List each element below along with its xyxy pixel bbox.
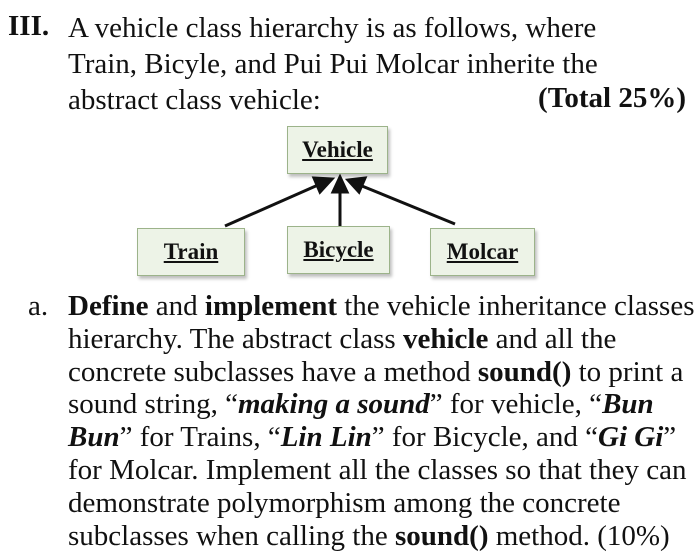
emphasis-run: Gi Gi <box>598 421 664 454</box>
emphasis-run: implement <box>204 290 337 322</box>
text-run: for Molcar. Implement all the classes so that they can <box>68 453 687 486</box>
molcar-class-box: Molcar <box>430 228 535 276</box>
part-a-label: a. <box>28 290 49 322</box>
arrow-molcar-to-vehicle <box>362 186 455 224</box>
text-run: ” <box>663 421 677 454</box>
bicycle-class-box: Bicycle <box>287 226 390 274</box>
intro-line-1: A vehicle class hierarchy is as follows, where <box>68 12 597 44</box>
part-a-line <box>68 290 695 323</box>
text-run: and <box>148 290 205 322</box>
text-run: the vehicle inheritance classes <box>337 290 695 322</box>
part-a-line <box>68 356 688 389</box>
text-run: ” for Bicycle, and “ <box>371 421 599 454</box>
text-run: method. (10%) <box>488 519 670 552</box>
arrowhead-train <box>314 178 332 192</box>
text-run: subclasses when calling the <box>68 519 395 552</box>
emphasis-run: Bun <box>602 388 654 421</box>
text-run: sound string, “ <box>68 388 238 421</box>
emphasis-run: sound() <box>394 519 489 552</box>
intro-line-3: abstract class vehicle: <box>68 84 321 116</box>
emphasis-run: Lin Lin <box>280 421 372 454</box>
part-a-line <box>68 388 688 421</box>
emphasis-run: vehicle <box>402 322 489 355</box>
arrow-train-to-vehicle <box>225 185 318 226</box>
emphasis-run: sound() <box>477 355 572 388</box>
text-run: concrete subclasses have a method <box>68 355 478 388</box>
text-run: ” for vehicle, “ <box>429 388 603 421</box>
vehicle-class-box: Vehicle <box>287 126 388 174</box>
emphasis-run: Bun <box>68 421 120 454</box>
intro-line-2: Train, Bicyle, and Pui Pui Molcar inherite the <box>68 48 598 80</box>
text-run: to print a <box>571 355 684 388</box>
arrowhead-molcar <box>348 178 365 192</box>
part-a-line <box>68 323 688 356</box>
text-run: and all the <box>488 322 617 355</box>
part-a-line <box>68 487 688 520</box>
part-a-line <box>68 454 688 487</box>
emphasis-run: Define <box>68 290 149 322</box>
train-class-box: Train <box>137 228 245 276</box>
part-a-line <box>68 421 688 454</box>
text-run: ” for Trains, “ <box>119 421 281 454</box>
part-a-line <box>68 520 688 552</box>
arrowhead-bicycle <box>333 177 347 192</box>
text-run: hierarchy. The abstract class <box>68 322 403 355</box>
part-a-paragraph <box>68 290 695 552</box>
section-number: III. <box>8 10 50 42</box>
text-run: demonstrate polymorphism among the concrete <box>68 486 621 519</box>
emphasis-run: making a sound <box>237 388 430 421</box>
total-score: (Total 25%) <box>538 82 686 114</box>
